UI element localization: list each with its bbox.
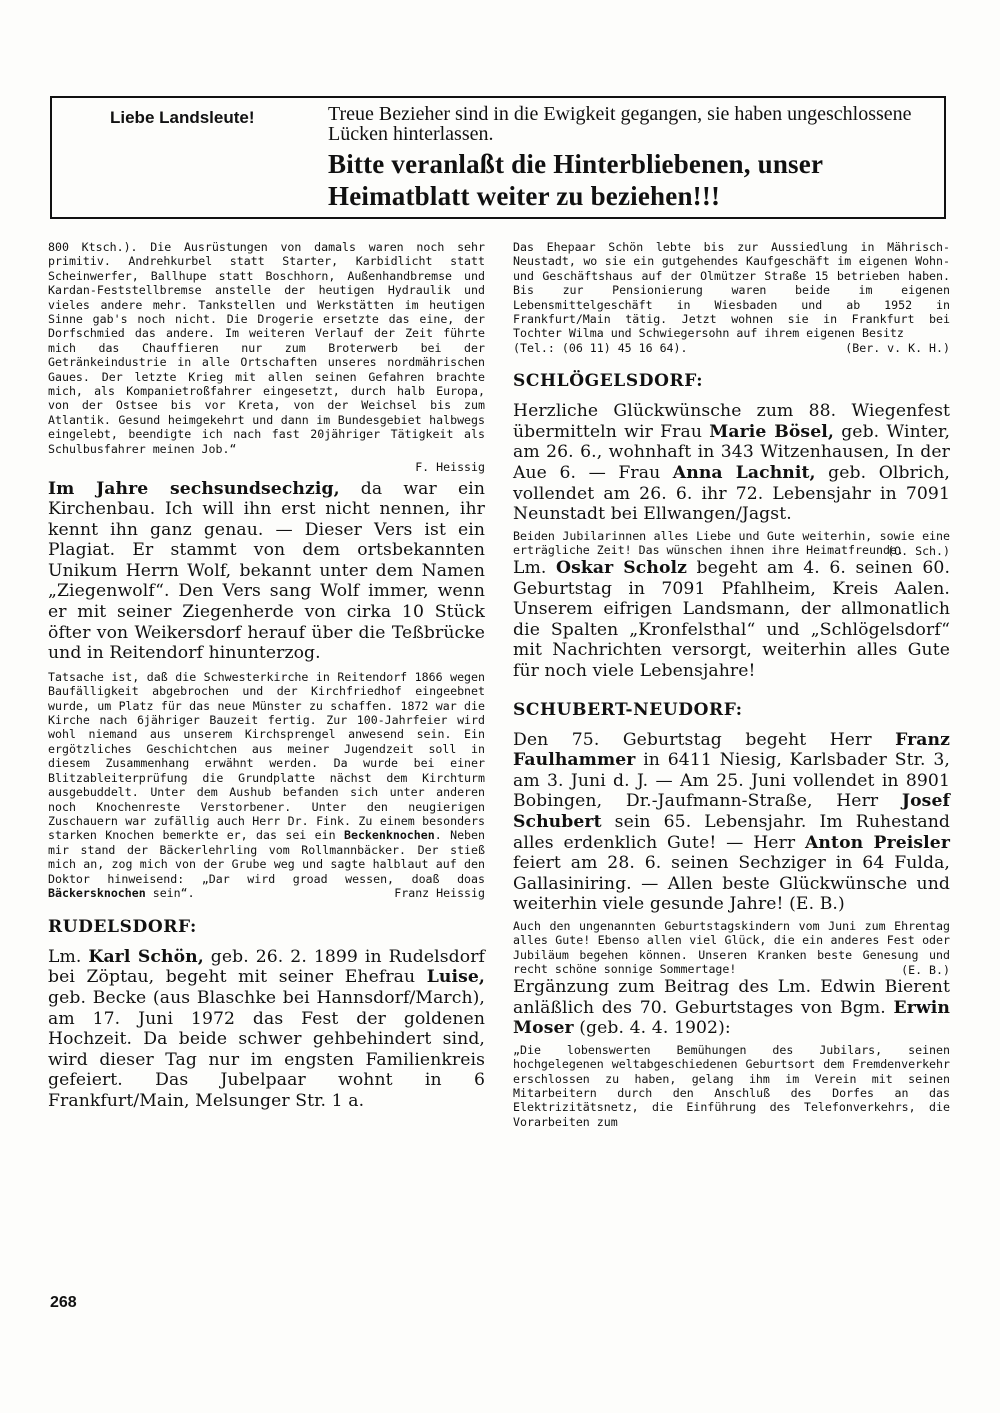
sch-text-1: Herzliche Glückwünsche zum 88. Wiegenfest übermitteln wir Frau (513, 401, 950, 442)
oskar-scholz-paragraph (513, 558, 950, 682)
schloegelsdorf-wishes: Beiden Jubilarinnen alles Liebe und Gute weiterhin, sowie eine erträgliche Zeit! Das wünschen ihnen ihre Heimatfreunde. (513, 528, 950, 558)
bold-baeckersknochen: Bäckersknochen (48, 885, 146, 900)
rud-text-1: Lm. (48, 946, 89, 967)
schloegelsdorf-paragraph (513, 401, 950, 525)
church-history-paragraph (48, 670, 485, 901)
name-erwin-moser: Erwin Moser (513, 997, 950, 1039)
sch-text-2: geb. Winter, am 26. 6., wohnhaft in 343 Witzenhausen, In der Aue 6. — Frau (513, 421, 951, 484)
rud-text-3: geb. Becke (aus Blaschke bei Hannsdorf/March), am 17. Juni 1972 das Fest der goldenen Hochzeit. Da beide schwer gehbehindert sind, wird dieser Tag nur im engsten Familienkreis gefeiert. Das Jubelpaar wohnt in 6 Frankfurt/Main, Melsunger Str. 1 a. (48, 987, 485, 1111)
chauffeur-story-signature: F. Heissig (415, 460, 485, 475)
erg-text-1: Ergänzung zum Beitrag des Lm. Edwin Bierent anläßlich des 70. Geburtstages von Bgm. (513, 976, 950, 1018)
page-number: 268 (50, 1294, 77, 1311)
name-josef-schubert: Josef Schubert (513, 791, 950, 832)
rudelsdorf-paragraph (48, 947, 485, 1112)
schoen-signature: (Ber. v. K. H.) (845, 340, 950, 355)
erg-text-2: (geb. 4. 4. 1902): (573, 1018, 731, 1039)
ergaenzung-quote: „Die lobenswerten Bemühungen des Jubilars, seinen hochgelegenen weltabgeschiedenen Geburtsort dem Fremdenverkehr erschlossen zu haben, gelang ihm im Verein mit seinen Mitarbeitern durch den Anschluß des Dorfes an das Elektrizitätsnetz, die Einführung des Telefonverkehrs, die Vorarbeiten zum (513, 1042, 950, 1129)
schloegelsdorf-wishes-signature: (O. Sch.) (887, 543, 950, 558)
name-anna-lachnit: Anna Lachnit, (672, 463, 816, 484)
church-history-text-3: sein“. (145, 885, 195, 900)
name-oskar-scholz: Oskar Scholz (556, 558, 688, 579)
schubert-neudorf-heading: SCHUBERT-NEUDORF: (513, 699, 743, 720)
name-anton-preisler: Anton Preisler (805, 832, 950, 853)
sch-text-3: geb. Olbrich, vollendet am 26. 6. ihr 72. Lebensjahr in 7091 Neunstadt bei Ellwangen/Jagst. (513, 463, 950, 525)
notice-greeting: Liebe Landsleute! (110, 108, 255, 127)
subscription-notice-box (50, 96, 946, 219)
bold-beckenknochen: Beckenknochen (343, 828, 435, 843)
schoen-tel: (Tel.: (06 11) 45 16 64). (513, 340, 688, 355)
shu-text-2: in 6411 Niesig, Karlsbader Str. 3, am 3. Juni d. J. — Am 25. Juni vollendet in 8901 Bobingen, Dr.-Jaufmann-Straße, Herr (513, 750, 950, 812)
church-verse-lead: Im Jahre sechsundsechzig, (48, 478, 340, 499)
sch2-text-1: Lm. (513, 558, 556, 579)
right-column (513, 240, 950, 1133)
church-verse-text: da war ein Kirchenbau. Ich will ihn erst nicht nennen, ihr kennt ihn ganz genau. — Dieser Vers ist ein Plagiat. Er stammt von dem ortsbekannten Unikum Herrn Wolf, bekannt unter dem Namen „Ziegenwolf“. Den Vers sang Wolf immer, wenn er mit seiner Ziegenherde von cirka 10 Stück öfter von Weikersdorf herauf über die Teßbrücke und in Reitendorf hinunterzog. (48, 478, 485, 664)
shu-text-1: Den 75. Geburtstag begeht Herr (513, 729, 896, 750)
notice-text: Treue Bezieher sind in die Ewigkeit gegangen, sie haben ungeschlossene Lücken hinterlassen. (328, 103, 912, 145)
ergaenzung-paragraph (513, 977, 950, 1039)
rudelsdorf-heading: RUDELSDORF: (48, 916, 197, 937)
shu-text-3: sein 65. Lebensjahr. Im Ruhestand alles erdenklich Gute! — Herr (513, 811, 950, 853)
church-history-text-2: . Neben mir stand der Bäckerlehrling vom Rollmannbäcker. Der stieß mich an, zog mich von der Grube weg und sagte halblaut auf den Doktor hinweisend: „Dar wird groad wessen, doaß doas (48, 828, 485, 886)
church-history-text: Tatsache ist, daß die Schwesterkirche in Reitendorf 1866 wegen Baufälligkeit abgebrochen und der Kirchfriedhof eingeebnet wurde, um Platz für das neue Münster zu schaffen. 1872 war die Kirche nach 6jähriger Bauzeit fertig. Zur 100-Jahrfeier wird wohl niemand aus unserem Kirchsprengel anwesend sein. Ein ergötzliches Geschichtchen aus meiner Jugendzeit soll in diesem Zusammenhang erwähnt werden. Da wurde bei einer Blitzableiterprüfung die Grundplatte nächst dem Kirchturm ausgebuddelt. Unter dem Aushub befanden sich unter anderen noch Knochenreste Verstorbener. Unter den neugierigen Zuschauern war zufällig auch Herr Dr. Fink. Zu einem besonders starken Knochen bemerkte er, das sei ein (48, 669, 485, 843)
schoen-couple-paragraph: Das Ehepaar Schön lebte bis zur Aussiedlung in Mährisch-Neustadt, wo sie ein gutgehendes Kaufgeschäft im eigenen Wohn- und Geschäftshaus auf der Olmützer Straße 15 betrieben haben. Bis zur Pensionierung waren beide im eigenen Lebensmittelgeschäft in Wiesbaden und ab 1952 in Frankfurt/Main tätig. Jetzt wohnen sie in Frankfurt bei Tochter Wilma und Schwiegersohn auf ihrem eigenen Besitz (513, 240, 950, 341)
name-luise: Luise, (426, 967, 485, 988)
schloegelsdorf-heading: SCHLÖGELSDORF: (513, 371, 704, 392)
church-verse-paragraph (48, 479, 485, 664)
name-franz-faulhammer: Franz Faulhammer (513, 729, 950, 771)
schubert-neudorf-paragraph (513, 730, 950, 915)
chauffeur-story-text: 800 Ktsch.). Die Ausrüstungen von damals waren noch sehr primitiv. Andrehkurbel statt Starter, Karbidlicht statt Scheinwerfer, Ballhupe statt Boschhorn, Außenhandbremse und Kardan-Feststellbremse anstelle der heutigen Hydraulik und vieles andere mehr. Tankstellen und Werkstätten im heutigen Sinne gab's noch nicht. Die Drogerie ersetzte das eine, der Dorfschmied das andere. Im weiteren Verlauf der Zeit führte mich das Chauffieren nur zum Broterwerb bei der Getränkeindustrie in alle Ortschaften unseres nordmährischen Gaues. Der letzte Krieg mit allen seinen Gefahren brachte mich, als Kompanietroßfahrer eingesetzt, durch halb Europa, von der Ostsee bis vor Kreta, von der Weichsel bis zum Atlantik. Gesund heimgekehrt und dann im Bundesgebiet halbwegs eingelebt, beendigte ich nach fast 20jähriger Tätigkeit als Schulbusfahrer meinen Job.“ (48, 240, 485, 456)
name-karl-schoen: Karl Schön, (88, 946, 204, 967)
schubert-wishes-signature: (E. B.) (901, 962, 950, 977)
schoen-couple-tel-line (513, 341, 950, 355)
church-history-signature: Franz Heissig (394, 886, 485, 901)
rud-text-2: geb. 26. 2. 1899 in Rudelsdorf bei Zöptau, begeht mit seiner Ehefrau (48, 946, 486, 988)
left-column (48, 240, 485, 1116)
name-marie-boesel: Marie Bösel, (709, 421, 834, 442)
sch2-text-2: begeht am 4. 6. seinen 60. Geburtstag in 7091 Pfahlheim, Kreis Aalen. Unserem eifrigen Landsmann, der allmonatlich die Spalten „Kronfelsthal“ und „Schlögelsdorf“ mit Nachrichten versorgt, weiterhin alles Gute für noch viele Lebensjahre! (513, 558, 951, 681)
shu-text-4: feiert am 28. 6. seinen Sechziger in 64 Fulda, Gallasiniring. — Allen beste Glückwünsche und weiterhin viele gesunde Jahre! (E. B.) (513, 853, 950, 915)
schubert-wishes: Auch den ungenannten Geburtstagskindern vom Juni zum Ehrentag alles Gute! Ebenso allen viel Glück, die ein anderes Fest oder Jubiläum begehen können. Unseren Kranken beste Genesung und recht schöne sonnige Sommertage! (513, 918, 950, 977)
notice-appeal: Bitte veranlaßt die Hinterbliebenen, unser Heimatblatt weiter zu beziehen!!! (328, 149, 823, 211)
